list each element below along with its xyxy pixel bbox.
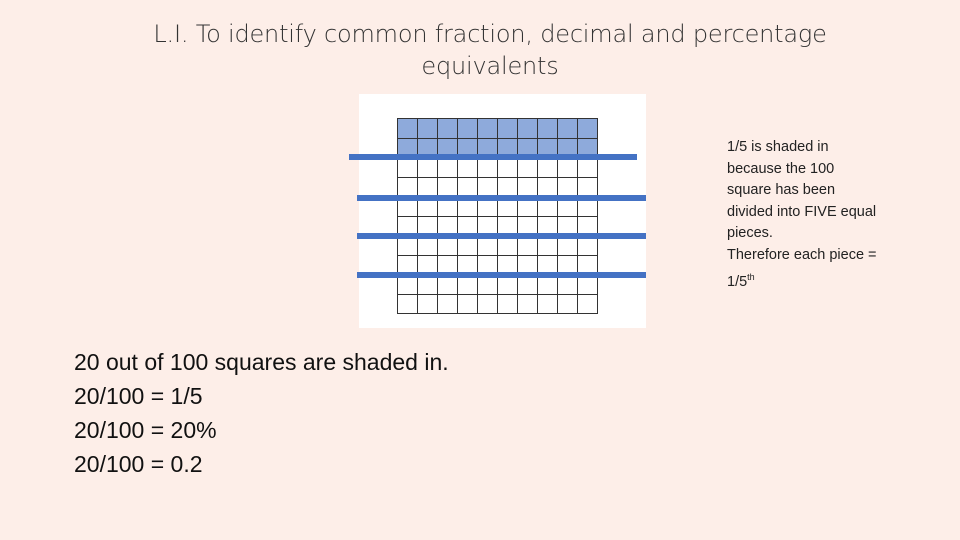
note-line: pieces. <box>727 225 773 242</box>
slide-title <box>150 18 830 82</box>
shaded-square <box>478 119 498 139</box>
shaded-square <box>558 119 578 139</box>
shaded-square <box>418 119 438 139</box>
grid-square <box>458 295 478 315</box>
grid-square <box>438 158 458 178</box>
note-line: divided into FIVE equal <box>727 203 877 220</box>
grid-square <box>538 158 558 178</box>
note-line: 1/5 is shaded in <box>727 139 829 155</box>
grid-square <box>578 158 598 178</box>
title-line-1: L.I. To identify common fraction, decimal and percentage <box>153 20 827 48</box>
grid-square <box>498 295 518 315</box>
explanation-note <box>727 137 917 293</box>
hundred-square-grid <box>397 118 598 314</box>
divider-line-1 <box>349 154 637 160</box>
grid-square <box>478 158 498 178</box>
note-fraction: 1/5 <box>727 273 748 290</box>
grid-square <box>518 295 538 315</box>
grid-square <box>418 295 438 315</box>
summary-line: 20 out of 100 squares are shaded in. <box>74 349 449 375</box>
grid-square <box>418 158 438 178</box>
grid-square <box>458 158 478 178</box>
note-line: because the 100 <box>727 160 835 177</box>
grid-square <box>498 158 518 178</box>
shaded-square <box>398 119 418 139</box>
note-line: Therefore each piece = <box>727 246 877 263</box>
grid-square <box>578 295 598 315</box>
summary-line: 20/100 = 0.2 <box>74 451 203 477</box>
shaded-square <box>438 119 458 139</box>
summary-text <box>74 345 449 481</box>
grid-square <box>518 158 538 178</box>
shaded-square <box>518 119 538 139</box>
divider-line-2 <box>357 195 646 201</box>
note-line-last <box>727 267 917 293</box>
divider-line-3 <box>357 233 646 239</box>
shaded-square <box>498 119 518 139</box>
shaded-square <box>578 119 598 139</box>
shaded-square <box>458 119 478 139</box>
shaded-square <box>538 119 558 139</box>
grid-square <box>558 158 578 178</box>
summary-line: 20/100 = 1/5 <box>74 383 203 409</box>
summary-line: 20/100 = 20% <box>74 417 217 443</box>
grid-square <box>538 295 558 315</box>
grid-square <box>558 295 578 315</box>
note-superscript: th <box>747 271 755 282</box>
note-line: square has been <box>727 182 836 199</box>
grid-square <box>478 295 498 315</box>
title-line-2: equivalents <box>421 52 559 80</box>
grid-square <box>438 295 458 315</box>
divider-line-4 <box>357 272 646 278</box>
grid-square <box>398 295 418 315</box>
grid-square <box>398 158 418 178</box>
